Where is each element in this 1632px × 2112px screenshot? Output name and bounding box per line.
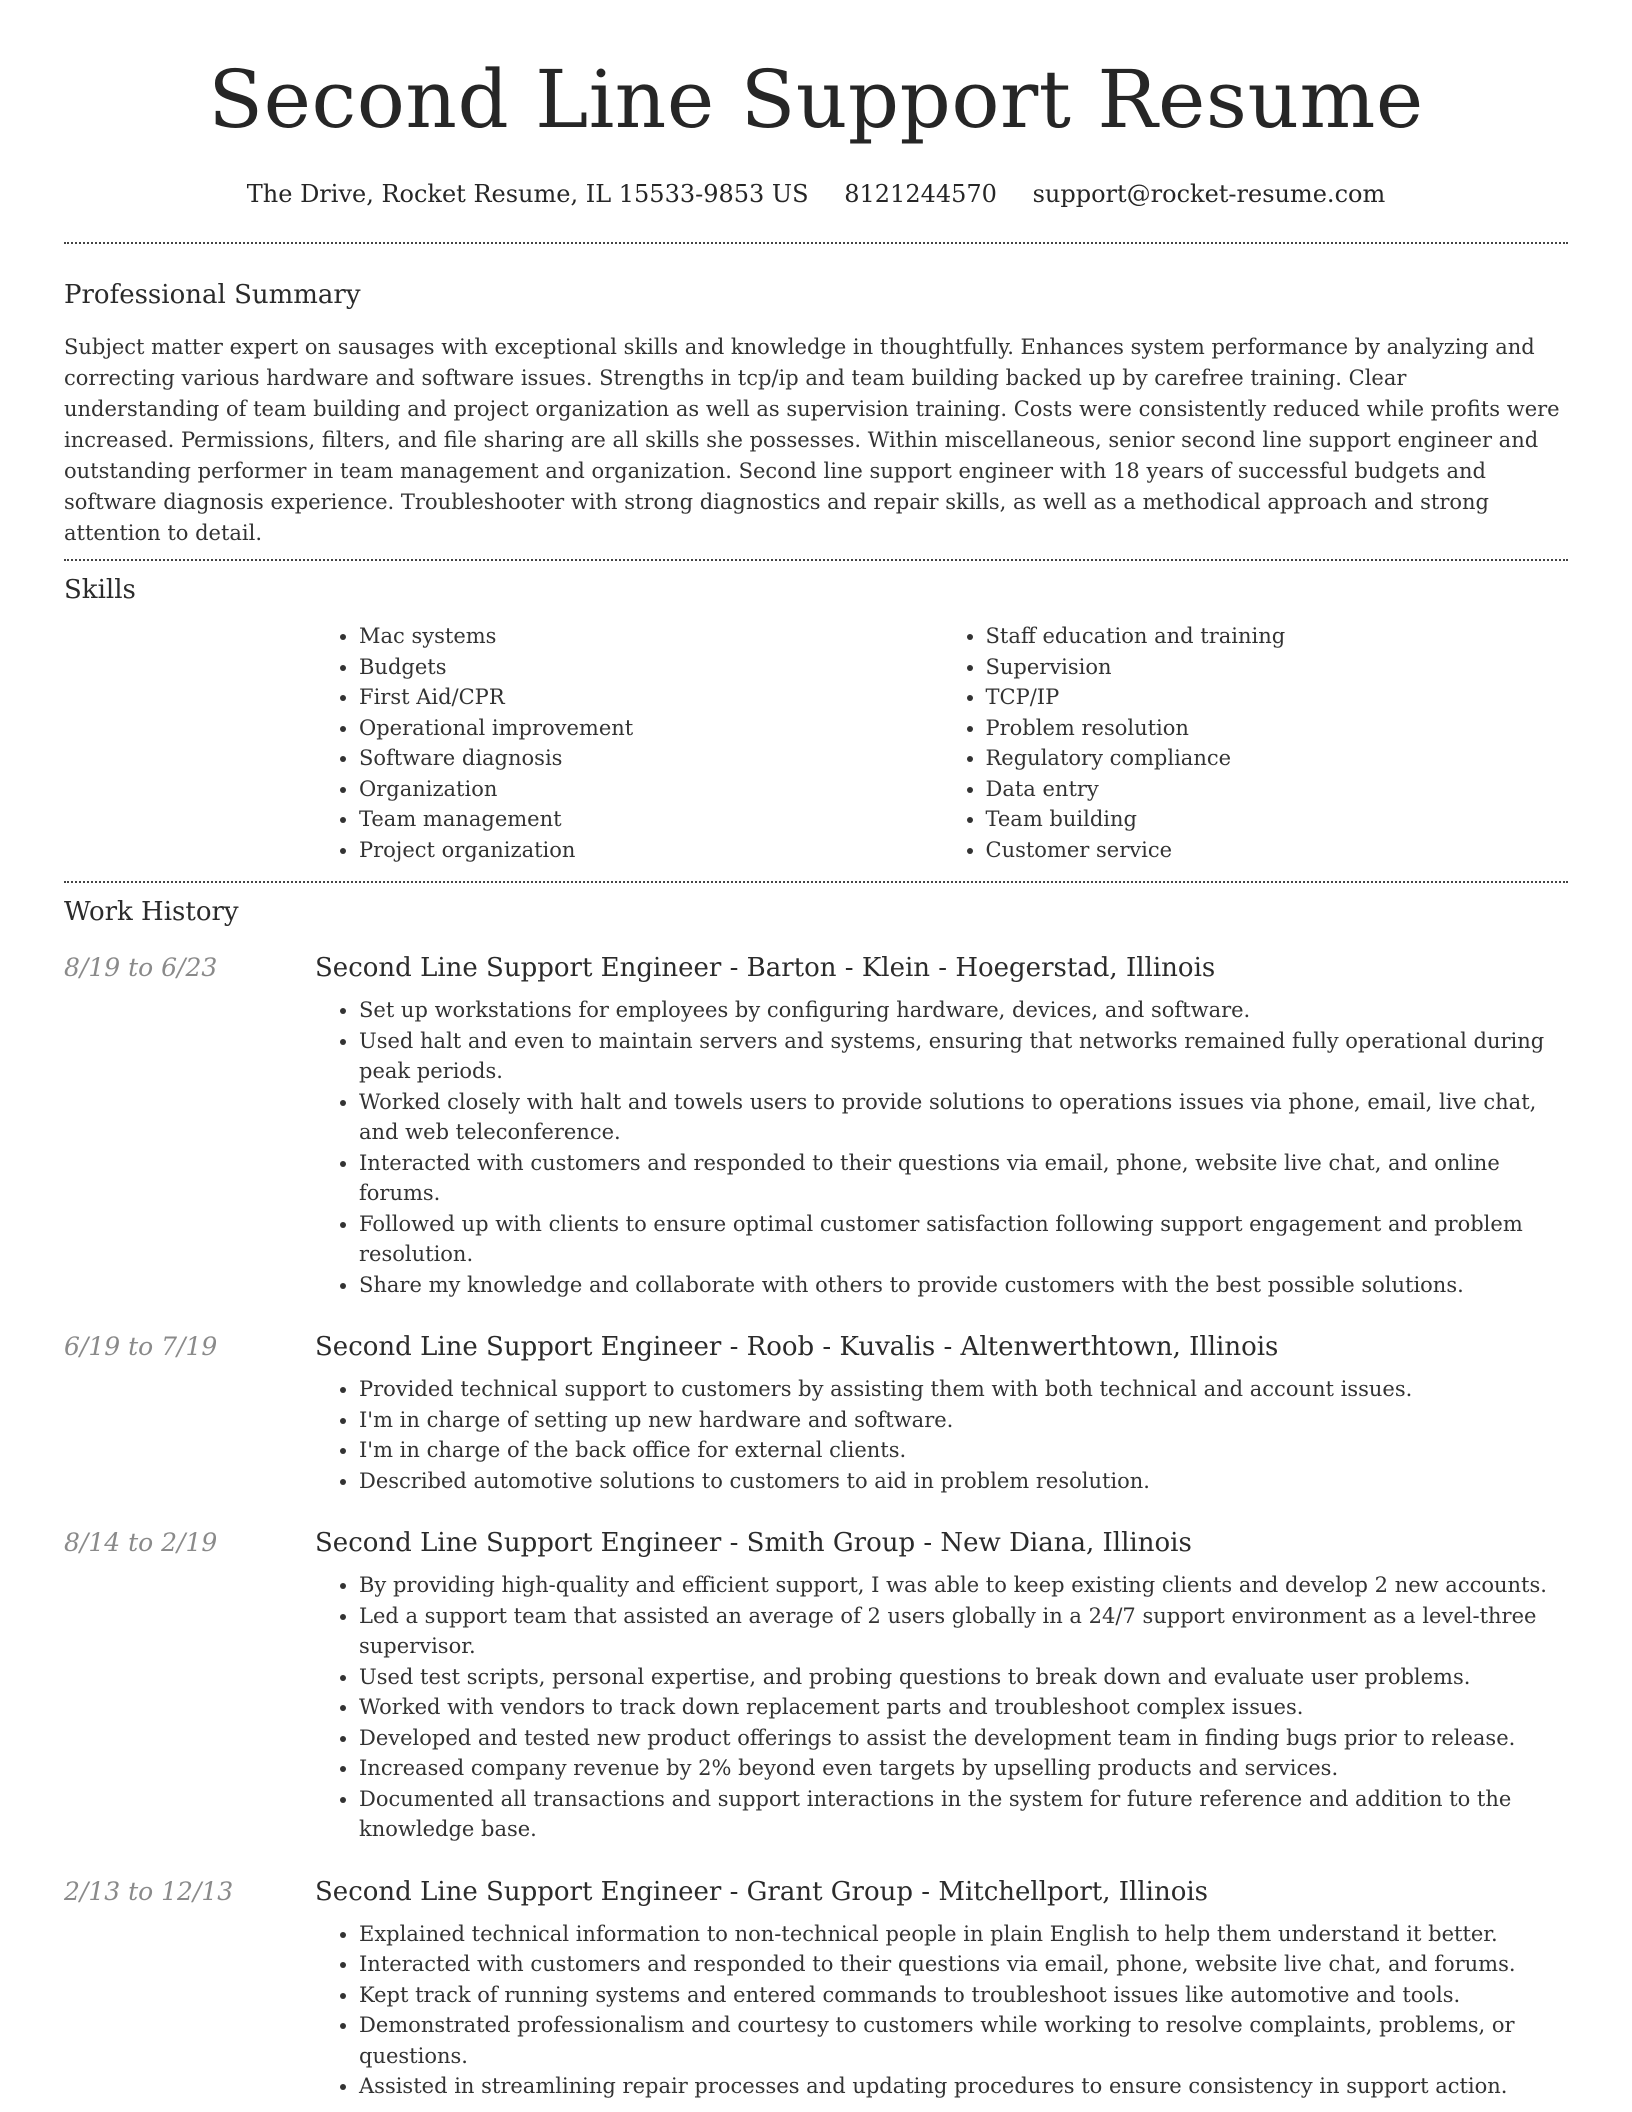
job-bullet: • I'm in charge of setting up new hardware and software.: [359, 1405, 1568, 1436]
skill-item: • Software diagnosis: [359, 743, 942, 774]
job-bullet: • Provided technical support to customers by assisting them with both technical and account issues.: [359, 1374, 1568, 1405]
skill-item: • Mac systems: [359, 621, 942, 652]
job-header: [64, 1875, 1568, 1909]
job-bullet: • Kept track of running systems and entered commands to troubleshoot issues like automotive and tools.: [359, 1980, 1568, 2011]
divider: [64, 242, 1568, 244]
skills-heading: Skills: [64, 575, 136, 605]
job-bullet: • Worked closely with halt and towels users to provide solutions to operations issues via phone, email, live chat, and web teleconference.: [359, 1087, 1568, 1148]
job-entry: [64, 1330, 1568, 1496]
job-dates: 8/19 to 6/23: [64, 953, 218, 982]
skill-item: • Team building: [986, 804, 1569, 835]
job-bullet: • Set up workstations for employees by configuring hardware, devices, and software.: [359, 995, 1568, 1026]
divider: [64, 881, 1568, 883]
job-bullet: • Used halt and even to maintain servers and systems, ensuring that networks remained fully operational during peak periods.: [359, 1026, 1568, 1087]
skill-item: • Organization: [359, 774, 942, 805]
skill-item: • Team management: [359, 804, 942, 835]
job-bullet: • Described automotive solutions to customers to aid in problem resolution.: [359, 1466, 1568, 1497]
job-bullet: • I'm in charge of the back office for external clients.: [359, 1435, 1568, 1466]
summary-heading: Professional Summary: [64, 280, 361, 310]
job-bullet: • Developed and tested new product offerings to assist the development team in finding bugs prior to release.: [359, 1723, 1568, 1754]
job-dates: 2/13 to 12/13: [64, 1876, 234, 1906]
job-title: Second Line Support Engineer - Grant Group - Mitchellport, Illinois: [315, 1876, 1209, 1907]
skills-section: [64, 573, 1568, 865]
job-bullets: [315, 1570, 1568, 1845]
resume-page: [64, 0, 1568, 2102]
skill-item: • Problem resolution: [986, 713, 1569, 744]
job-title: Second Line Support Engineer - Roob - Kuvalis - Altenwerthtown, Illinois: [315, 1332, 1279, 1362]
skill-item: • Budgets: [359, 652, 942, 683]
contact-phone: 8121244570: [844, 180, 997, 208]
job-bullet: • Worked with vendors to track down replacement parts and troubleshoot complex issues.: [359, 1692, 1568, 1723]
skills-list-left: [315, 621, 942, 865]
job-bullet: • Followed up with clients to ensure optimal customer satisfaction following support engagement and problem resolution.: [359, 1209, 1568, 1270]
job-entry: [64, 1875, 1568, 2102]
job-bullet: • By providing high-quality and efficient support, I was able to keep existing clients and develop 2 new accounts.: [359, 1570, 1568, 1601]
job-entry: [64, 1526, 1568, 1845]
job-bullet: • Share my knowledge and collaborate with others to provide customers with the best possible solutions.: [359, 1270, 1568, 1301]
skill-item: • Data entry: [986, 774, 1569, 805]
work-heading: Work History: [64, 897, 239, 927]
job-bullets: [315, 995, 1568, 1300]
job-bullet: • Led a support team that assisted an average of 2 users globally in a 24/7 support environment as a level-three supervisor.: [359, 1601, 1568, 1662]
job-bullet: • Demonstrated professionalism and courtesy to customers while working to resolve complaints, problems, or questions.: [359, 2010, 1568, 2071]
skill-item: • Operational improvement: [359, 713, 942, 744]
resume-title: Second Line Support Resume: [208, 53, 1424, 146]
job-bullet: • Interacted with customers and responded to their questions via email, phone, website live chat, and forums.: [359, 1949, 1568, 1980]
summary-text: Subject matter expert on sausages with exceptional skills and knowledge in thoughtfully. Enhances system performance by analyzing and correcting various hardware and software issues. Strengths in tcp/ip and team building backed up by carefree training. Clear understanding of team building and project organization as well as supervision training. Costs were consistently reduced while profits were increased. Permissions, filters, and file sharing are all skills she possesses. Within miscellaneous, senior second line support engineer and outstanding performer in team management and organization. Second line support engineer with 18 years of successful budgets and software diagnosis experience. Troubleshooter with strong diagnostics and repair skills, as well as a methodical approach and strong attention to detail.: [64, 335, 1560, 545]
contact-address: The Drive, Rocket Resume, IL 15533-9853 US: [246, 180, 809, 208]
contact-line: [64, 178, 1568, 210]
job-title: Second Line Support Engineer - Smith Group - New Diana, Illinois: [315, 1528, 1192, 1558]
work-section: [64, 895, 1568, 2102]
job-bullet: • Increased company revenue by 2% beyond even targets by upselling products and services.: [359, 1753, 1568, 1784]
skills-columns: [315, 621, 1568, 865]
skill-item: • Regulatory compliance: [986, 743, 1569, 774]
job-bullet: • Interacted with customers and responded to their questions via email, phone, website live chat, and online forums.: [359, 1148, 1568, 1209]
job-header: [64, 951, 1568, 985]
job-dates: 6/19 to 7/19: [64, 1332, 218, 1361]
job-bullets: [315, 1919, 1568, 2102]
job-bullet: • Documented all transactions and support interactions in the system for future reference and addition to the knowledge base.: [359, 1784, 1568, 1845]
skill-item: • First Aid/CPR: [359, 682, 942, 713]
skill-item: • Staff education and training: [986, 621, 1569, 652]
job-bullets: [315, 1374, 1568, 1496]
job-dates: 8/14 to 2/19: [64, 1528, 218, 1557]
skills-list-right: [942, 621, 1569, 865]
job-bullet: • Used test scripts, personal expertise, and probing questions to break down and evaluate user problems.: [359, 1662, 1568, 1693]
job-title: Second Line Support Engineer - Barton - Klein - Hoegerstad, Illinois: [315, 953, 1216, 983]
skill-item: • Supervision: [986, 652, 1569, 683]
job-header: [64, 1526, 1568, 1560]
job-header: [64, 1330, 1568, 1364]
skill-item: • Customer service: [986, 835, 1569, 866]
skill-item: • Project organization: [359, 835, 942, 866]
contact-email: support@rocket-resume.com: [1032, 180, 1386, 208]
job-entry: [64, 951, 1568, 1300]
divider: [64, 559, 1568, 561]
job-bullet: • Explained technical information to non-technical people in plain English to help them understand it better.: [359, 1919, 1568, 1950]
job-bullet: • Assisted in streamlining repair processes and updating procedures to ensure consistency in support action.: [359, 2071, 1568, 2102]
summary-section: [64, 278, 1568, 549]
skill-item: • TCP/IP: [986, 682, 1569, 713]
